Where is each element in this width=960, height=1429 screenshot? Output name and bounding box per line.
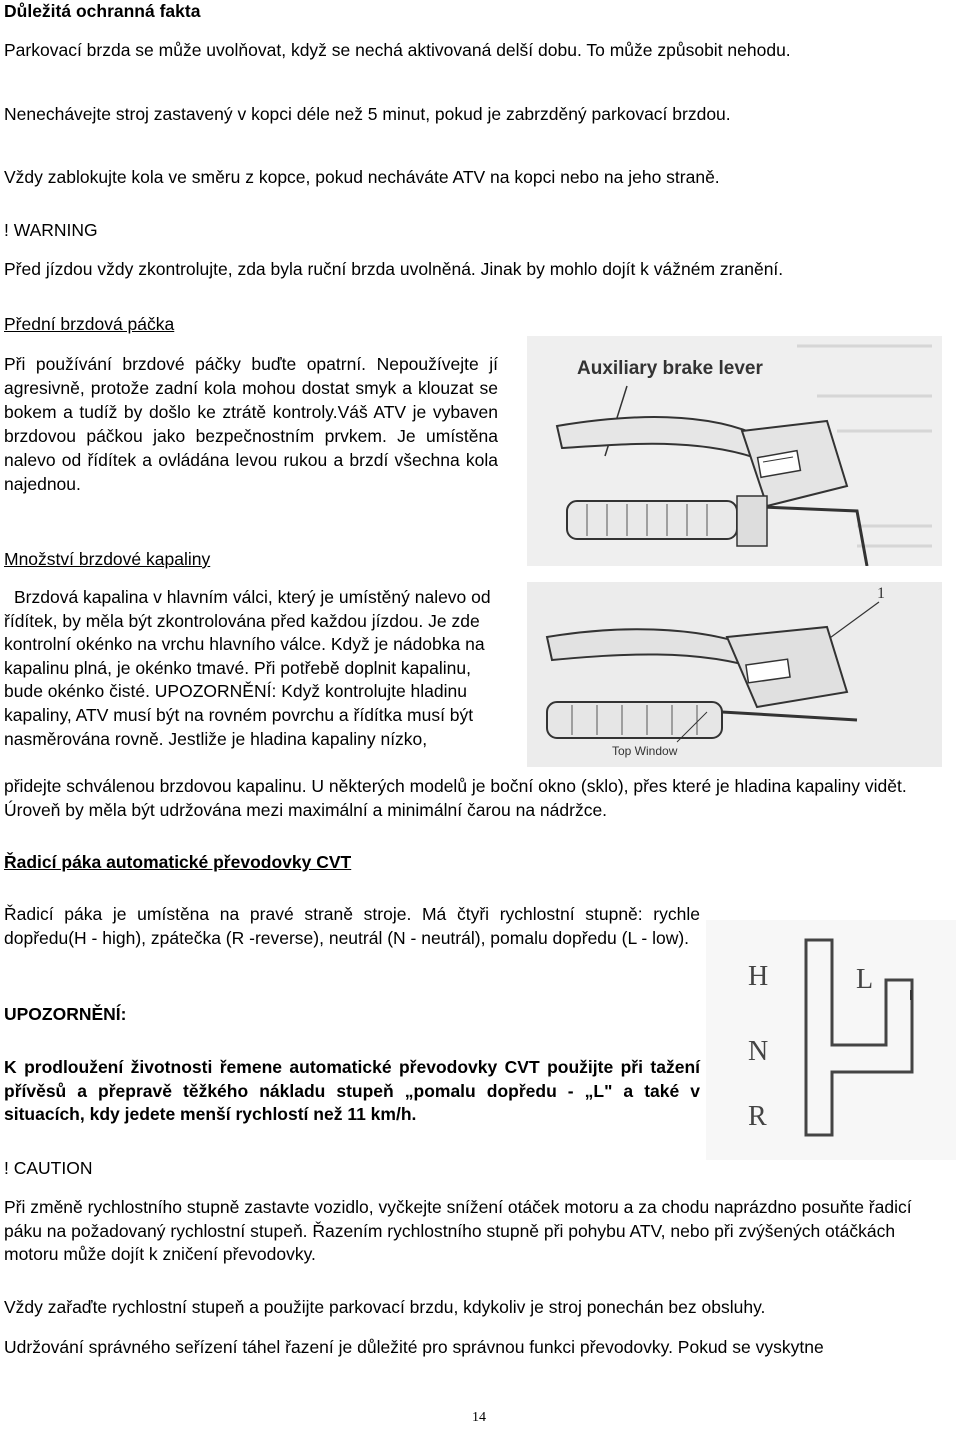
parking-paragraph: Vždy zařaďte rychlostní stupeň a použijte parkovací brzdu, kdykoliv je stroj ponechán bez obsluhy. — [4, 1297, 766, 1317]
notice-label: UPOZORNĚNÍ: — [4, 1004, 127, 1024]
brake-fluid-window-figure — [527, 582, 942, 767]
notice-text: K prodloužení životnosti řemene automatické převodovky CVT použijte při tažení přívěsů a přepravě těžkého nákladu stupeň „pomalu dopředu - „L" a také v situacích, kdy jedete menší rychlostí než 11 km/h. — [4, 1057, 700, 1125]
window-callout: 1 — [877, 585, 885, 602]
safety-heading: Důležitá ochranná fakta — [4, 1, 201, 21]
cvt-text: Řadicí páka je umístěna na pravé straně stroje. Má čtyři rychlostní stupně: rychle dopředu(H - high), zpátečka (R -reverse), neutrál (N - neutrál), pomalu dopředu (L - low). — [4, 904, 700, 948]
cvt-heading: Řadicí páka automatické převodovky CVT — [4, 852, 352, 872]
gear-label-r: R — [748, 1101, 767, 1132]
warning-label: ! WARNING — [4, 220, 98, 240]
safety-paragraph-1: Parkovací brzda se může uvolňovat, když se nechá aktivovaná delší dobu. To může způsobit nehodu. — [4, 40, 791, 60]
window-caption: Top Window — [612, 744, 678, 758]
gear-pattern-figure — [706, 920, 956, 1160]
brake-fluid-text-continued: přidejte schválenou brzdovou kapalinu. U některých modelů je boční okno (sklo), přes které je hladina kapaliny vidět. Úroveň by měla být udržována mezi maximální a minimální čarou na nádržce. — [4, 776, 907, 820]
safety-paragraph-2: Nenechávejte stroj zastavený v kopci déle než 5 minut, pokud je zabrzděný parkovací brzdou. — [4, 104, 731, 124]
caution-text: Při změně rychlostního stupně zastavte vozidlo, vyčkejte snížení otáček motoru a za chodu naprázdno posuňte řadicí páku na požadovaný rychlostní stupeň. Řazením rychlostního stupně při pohybu ATV, nebo při zvýšených otáčkách motoru může dojít k zničení převodovky. — [4, 1197, 912, 1265]
brake-fluid-heading: Množství brzdové kapaliny — [4, 549, 211, 569]
lever-caption: Auxiliary brake lever — [577, 358, 763, 379]
gear-label-n: N — [748, 1036, 769, 1067]
front-brake-text: Při používání brzdové páčky buďte opatrní. Nepoužívejte jí agresivně, protože zadní kola mohou dostat smyk a klouzat se bokem a tudíž by došlo ke ztrátě kontroly.Váš ATV je vybaven brzdovou páčkou jako bezpečnostním prvkem. Je umístěna nalevo od řídítek a ovládána levou rukou a brzdí všechna kola najednou. — [4, 354, 498, 494]
maintenance-paragraph: Udržování správného seřízení táhel řazení je důležité pro správnou funkci převodovky. Pokud se vyskytne — [4, 1337, 824, 1357]
page-number: 14 — [472, 1410, 486, 1425]
front-brake-heading: Přední brzdová páčka — [4, 314, 175, 334]
auxiliary-brake-lever-figure — [527, 336, 942, 566]
brake-fluid-text: Brzdová kapalina v hlavním válci, který je umístěný nalevo od řídítek, by měla být zkontrolována před každou jízdou. Je zde kontrolní okénko na vrchu hlavního válce. Když je nádobka na kapalinu plná, je okénko tmavé. Při potřebě doplnit kapalinu, bude okénko čisté. UPOZORNĚNÍ: Když kontrolujte hladinu kapaliny, ATV musí být na rovném povrchu a řídítka musí být nasměrována rovně. Jestliže je hladina kapaliny nízko, — [4, 587, 491, 749]
caution-label: ! CAUTION — [4, 1158, 93, 1178]
gear-label-l: L — [856, 964, 874, 995]
safety-paragraph-3: Vždy zablokujte kola ve směru z kopce, pokud necháváte ATV na kopci nebo na jeho straně. — [4, 167, 720, 187]
warning-text: Před jízdou vždy zkontrolujte, zda byla ruční brzda uvolněná. Jinak by mohlo dojít k vážném zranění. — [4, 259, 784, 279]
gear-label-h: H — [748, 961, 769, 992]
